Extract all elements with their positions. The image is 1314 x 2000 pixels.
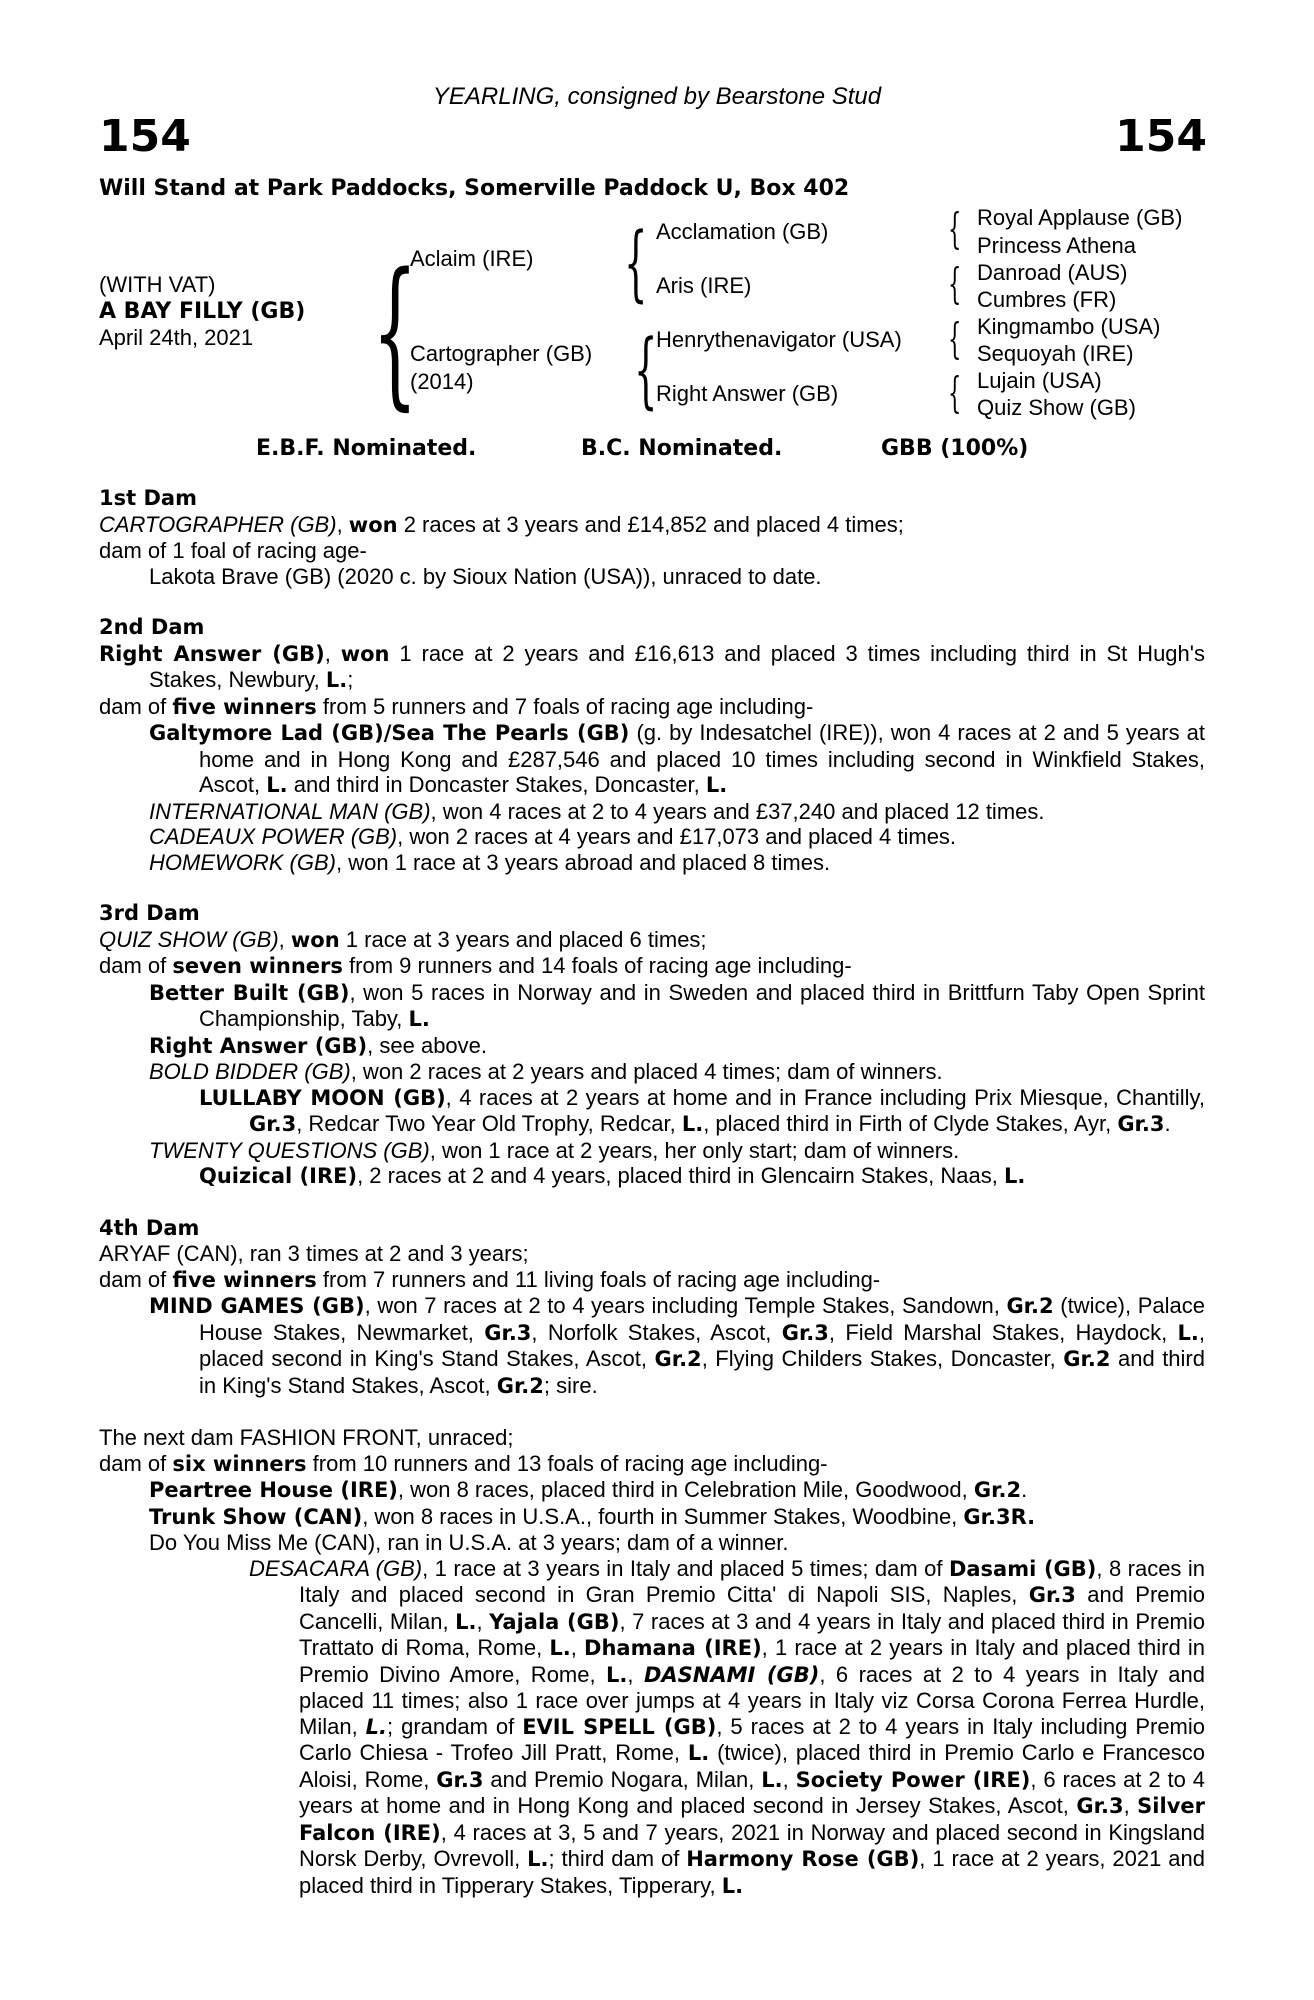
progeny-desacara: DESACARA (GB), 1 race at 3 years in Italy and placed 5 times; dam of Dasami (GB), 8 races in Italy and placed second in Gran Premio Citta' di Napoli SIS, Naples, Gr.3 and Premio Cancelli, Milan, L., Yajala (GB), 7 races at 3 and 4 years in Italy and placed third in Premio Trattato di Roma, Rome, L., Dhamana (IRE), 1 race at 2 years in Italy and placed third in Premio Divino Amore, Rome, L., DASNAMI (GB), 6 races at 2 to 4 years in Italy and placed 11 times; also 1 race over jumps at 4 years in Italy viz Corsa Corona Ferrea Hurdle, Milan, L.; grandam of EVIL SPELL (GB), 5 races at 2 to 4 years in Italy including Premio Carlo Chiesa - Trofeo Jill Pratt, Rome, L. (twice), placed third in Premio Carlo e Francesco Aloisi, Rome, Gr.3 and Premio Nogara, Milan, L., Society Power (IRE), 6 races at 2 to 4 years at home and in Hong Kong and placed second in Jersey Stakes, Ascot, Gr.3, Silver Falcon (IRE), 4 races at 3, 5 and 7 years, 2021 in Norway and placed second in Kingsland Norsk Derby, Ovrevoll, L.; third dam of Harmony Rose (GB), 1 race at 2 years, 2021 and placed third in Tipperary Stakes, Tipperary, L.	[249, 1555, 1206, 1898]
brace-g3: {	[948, 314, 962, 363]
progeny-international-man: INTERNATIONAL MAN (GB), won 4 races at 2 to 4 years and £37,240 and placed 12 times.	[149, 798, 1045, 824]
grand-ancestor-1: Royal Applause (GB)	[977, 205, 1183, 230]
brace-g4: {	[948, 368, 962, 417]
next-dam-produce: dam of six winners from 10 runners and 13 foals of racing age including-	[99, 1450, 828, 1476]
progeny-mind-games: MIND GAMES (GB), won 7 races at 2 to 4 years including Temple Stakes, Sandown, Gr.2 (twice), Palace House Stakes, Newmarket, Gr.3, Norfolk Stakes, Ascot, Gr.3, Field Marshal Stakes, Haydock, L., placed second in King's Stand Stakes, Ascot, Gr.2, Flying Childers Stakes, Doncaster, Gr.2 and third in King's Stand Stakes, Ascot, Gr.2; sire.	[149, 1293, 1205, 1398]
brace-g2: {	[948, 259, 962, 308]
first-dam-foal: Lakota Brave (GB) (2020 c. by Sioux Nation (USA)), unraced to date.	[149, 563, 822, 589]
brace-sire: {	[624, 216, 648, 311]
grand-ancestor-8: Quiz Show (GB)	[977, 395, 1136, 420]
brace-g1: {	[948, 204, 962, 253]
progeny-better-built: Better Built (GB), won 5 races in Norway and in Sweden and placed third in Brittfurn Taby Open Sprint Championship, Taby, L.	[149, 979, 1205, 1031]
progeny-do-you-miss-me: Do You Miss Me (CAN), ran in U.S.A. at 3 years; dam of a winner.	[149, 1530, 789, 1555]
second-dam-line: Right Answer (GB), won 1 race at 2 years and £16,613 and placed 3 times including third in St Hugh's Stakes, Newbury, L.;	[99, 640, 1205, 692]
next-dam-line: The next dam FASHION FRONT, unraced;	[99, 1425, 514, 1450]
third-dam-heading: 3rd Dam	[99, 901, 200, 925]
first-dam-section	[99, 486, 1205, 589]
grand-ancestor-2: Princess Athena	[977, 233, 1136, 258]
sire-sire: Acclamation (GB)	[656, 219, 829, 244]
second-dam-section	[99, 615, 1205, 875]
progeny-trunk-show: Trunk Show (CAN), won 8 races in U.S.A., fourth in Summer Stakes, Woodbine, Gr.3R.	[149, 1503, 1036, 1529]
progeny-cadeaux-power: CADEAUX POWER (GB), won 2 races at 4 years and £17,073 and placed 4 times.	[149, 824, 957, 849]
grand-ancestor-5: Kingmambo (USA)	[977, 314, 1161, 339]
ebf-nomination: E.B.F. Nominated.	[256, 436, 477, 461]
dam-dam: Right Answer (GB)	[656, 381, 839, 406]
dam-name: Cartographer (GB)	[410, 341, 593, 366]
fourth-dam-line: ARYAF (CAN), ran 3 times at 2 and 3 years;	[99, 1241, 529, 1266]
bc-nomination: B.C. Nominated.	[581, 436, 783, 461]
progeny-twenty-questions: TWENTY QUESTIONS (GB), won 1 race at 2 years, her only start; dam of winners.	[149, 1137, 960, 1163]
grand-ancestor-4: Cumbres (FR)	[977, 287, 1117, 312]
lot-number-right: 154	[1115, 111, 1207, 162]
grand-ancestor-7: Lujain (USA)	[977, 368, 1102, 393]
progeny-bold-bidder: BOLD BIDDER (GB), won 2 races at 2 years and placed 4 times; dam of winners.	[149, 1059, 943, 1084]
horse-name: A BAY FILLY (GB)	[99, 299, 306, 324]
sire-name: Aclaim (IRE)	[410, 246, 534, 271]
stable-location: Will Stand at Park Paddocks, Somerville Paddock U, Box 402	[99, 176, 850, 201]
dam-sire: Henrythenavigator (USA)	[656, 327, 902, 352]
second-dam-produce: dam of five winners from 5 runners and 7 foals of racing age including-	[99, 693, 814, 719]
grand-ancestor-6: Sequoyah (IRE)	[977, 341, 1134, 366]
vat-note: (WITH VAT)	[99, 272, 216, 297]
third-dam-produce: dam of seven winners from 9 runners and 14 foals of racing age including-	[99, 953, 852, 978]
sire-dam: Aris (IRE)	[656, 273, 752, 298]
first-dam-heading: 1st Dam	[99, 486, 197, 510]
progeny-galtymore-lad: Galtymore Lad (GB)/Sea The Pearls (GB) (g. by Indesatchel (IRE)), won 4 races at 2 and 5 years at home and in Hong Kong and £287,546 and placed 10 times including second in Winkfield Stakes, Ascot, L. and third in Doncaster Stakes, Doncaster, L.	[149, 720, 1206, 797]
lot-number-left: 154	[99, 111, 191, 162]
second-dam-heading: 2nd Dam	[99, 615, 205, 639]
progeny-quizical: Quizical (IRE), 2 races at 2 and 4 years, placed third in Glencairn Stakes, Naas, L.	[199, 1163, 1026, 1188]
foaling-date: April 24th, 2021	[99, 325, 254, 350]
dam-year: (2014)	[410, 369, 474, 394]
dam-history	[99, 486, 1205, 1899]
consignment-line: YEARLING, consigned by Bearstone Stud	[432, 83, 882, 110]
progeny-lullaby-moon: LULLABY MOON (GB), 4 races at 2 years at home and in France including Prix Miesque, Chantilly, Gr.3, Redcar Two Year Old Trophy, Redcar, L., placed third in Firth of Clyde Stakes, Ayr, Gr.3.	[199, 1084, 1205, 1136]
next-dam-section	[99, 1425, 1205, 1899]
fourth-dam-produce: dam of five winners from 7 runners and 11 living foals of racing age including-	[99, 1266, 881, 1292]
brace-dam: {	[634, 323, 658, 418]
progeny-right-answer: Right Answer (GB), see above.	[149, 1032, 488, 1058]
progeny-peartree-house: Peartree House (IRE), won 8 races, placed third in Celebration Mile, Goodwood, Gr.2.	[149, 1477, 1028, 1502]
fourth-dam-heading: 4th Dam	[99, 1215, 200, 1240]
grand-ancestor-3: Danroad (AUS)	[977, 260, 1128, 285]
first-dam-line: CARTOGRAPHER (GB), won 2 races at 3 years and £14,852 and placed 4 times;	[99, 511, 904, 537]
gbb-rating: GBB (100%)	[881, 436, 1029, 461]
fourth-dam-section	[99, 1216, 1205, 1400]
third-dam-section	[99, 901, 1205, 1190]
third-dam-line: QUIZ SHOW (GB), won 1 race at 3 years and placed 6 times;	[99, 926, 707, 952]
brace-main: {	[372, 238, 418, 425]
progeny-homework: HOMEWORK (GB), won 1 race at 3 years abroad and placed 8 times.	[149, 849, 831, 875]
first-dam-produce: dam of 1 foal of racing age-	[99, 538, 367, 563]
